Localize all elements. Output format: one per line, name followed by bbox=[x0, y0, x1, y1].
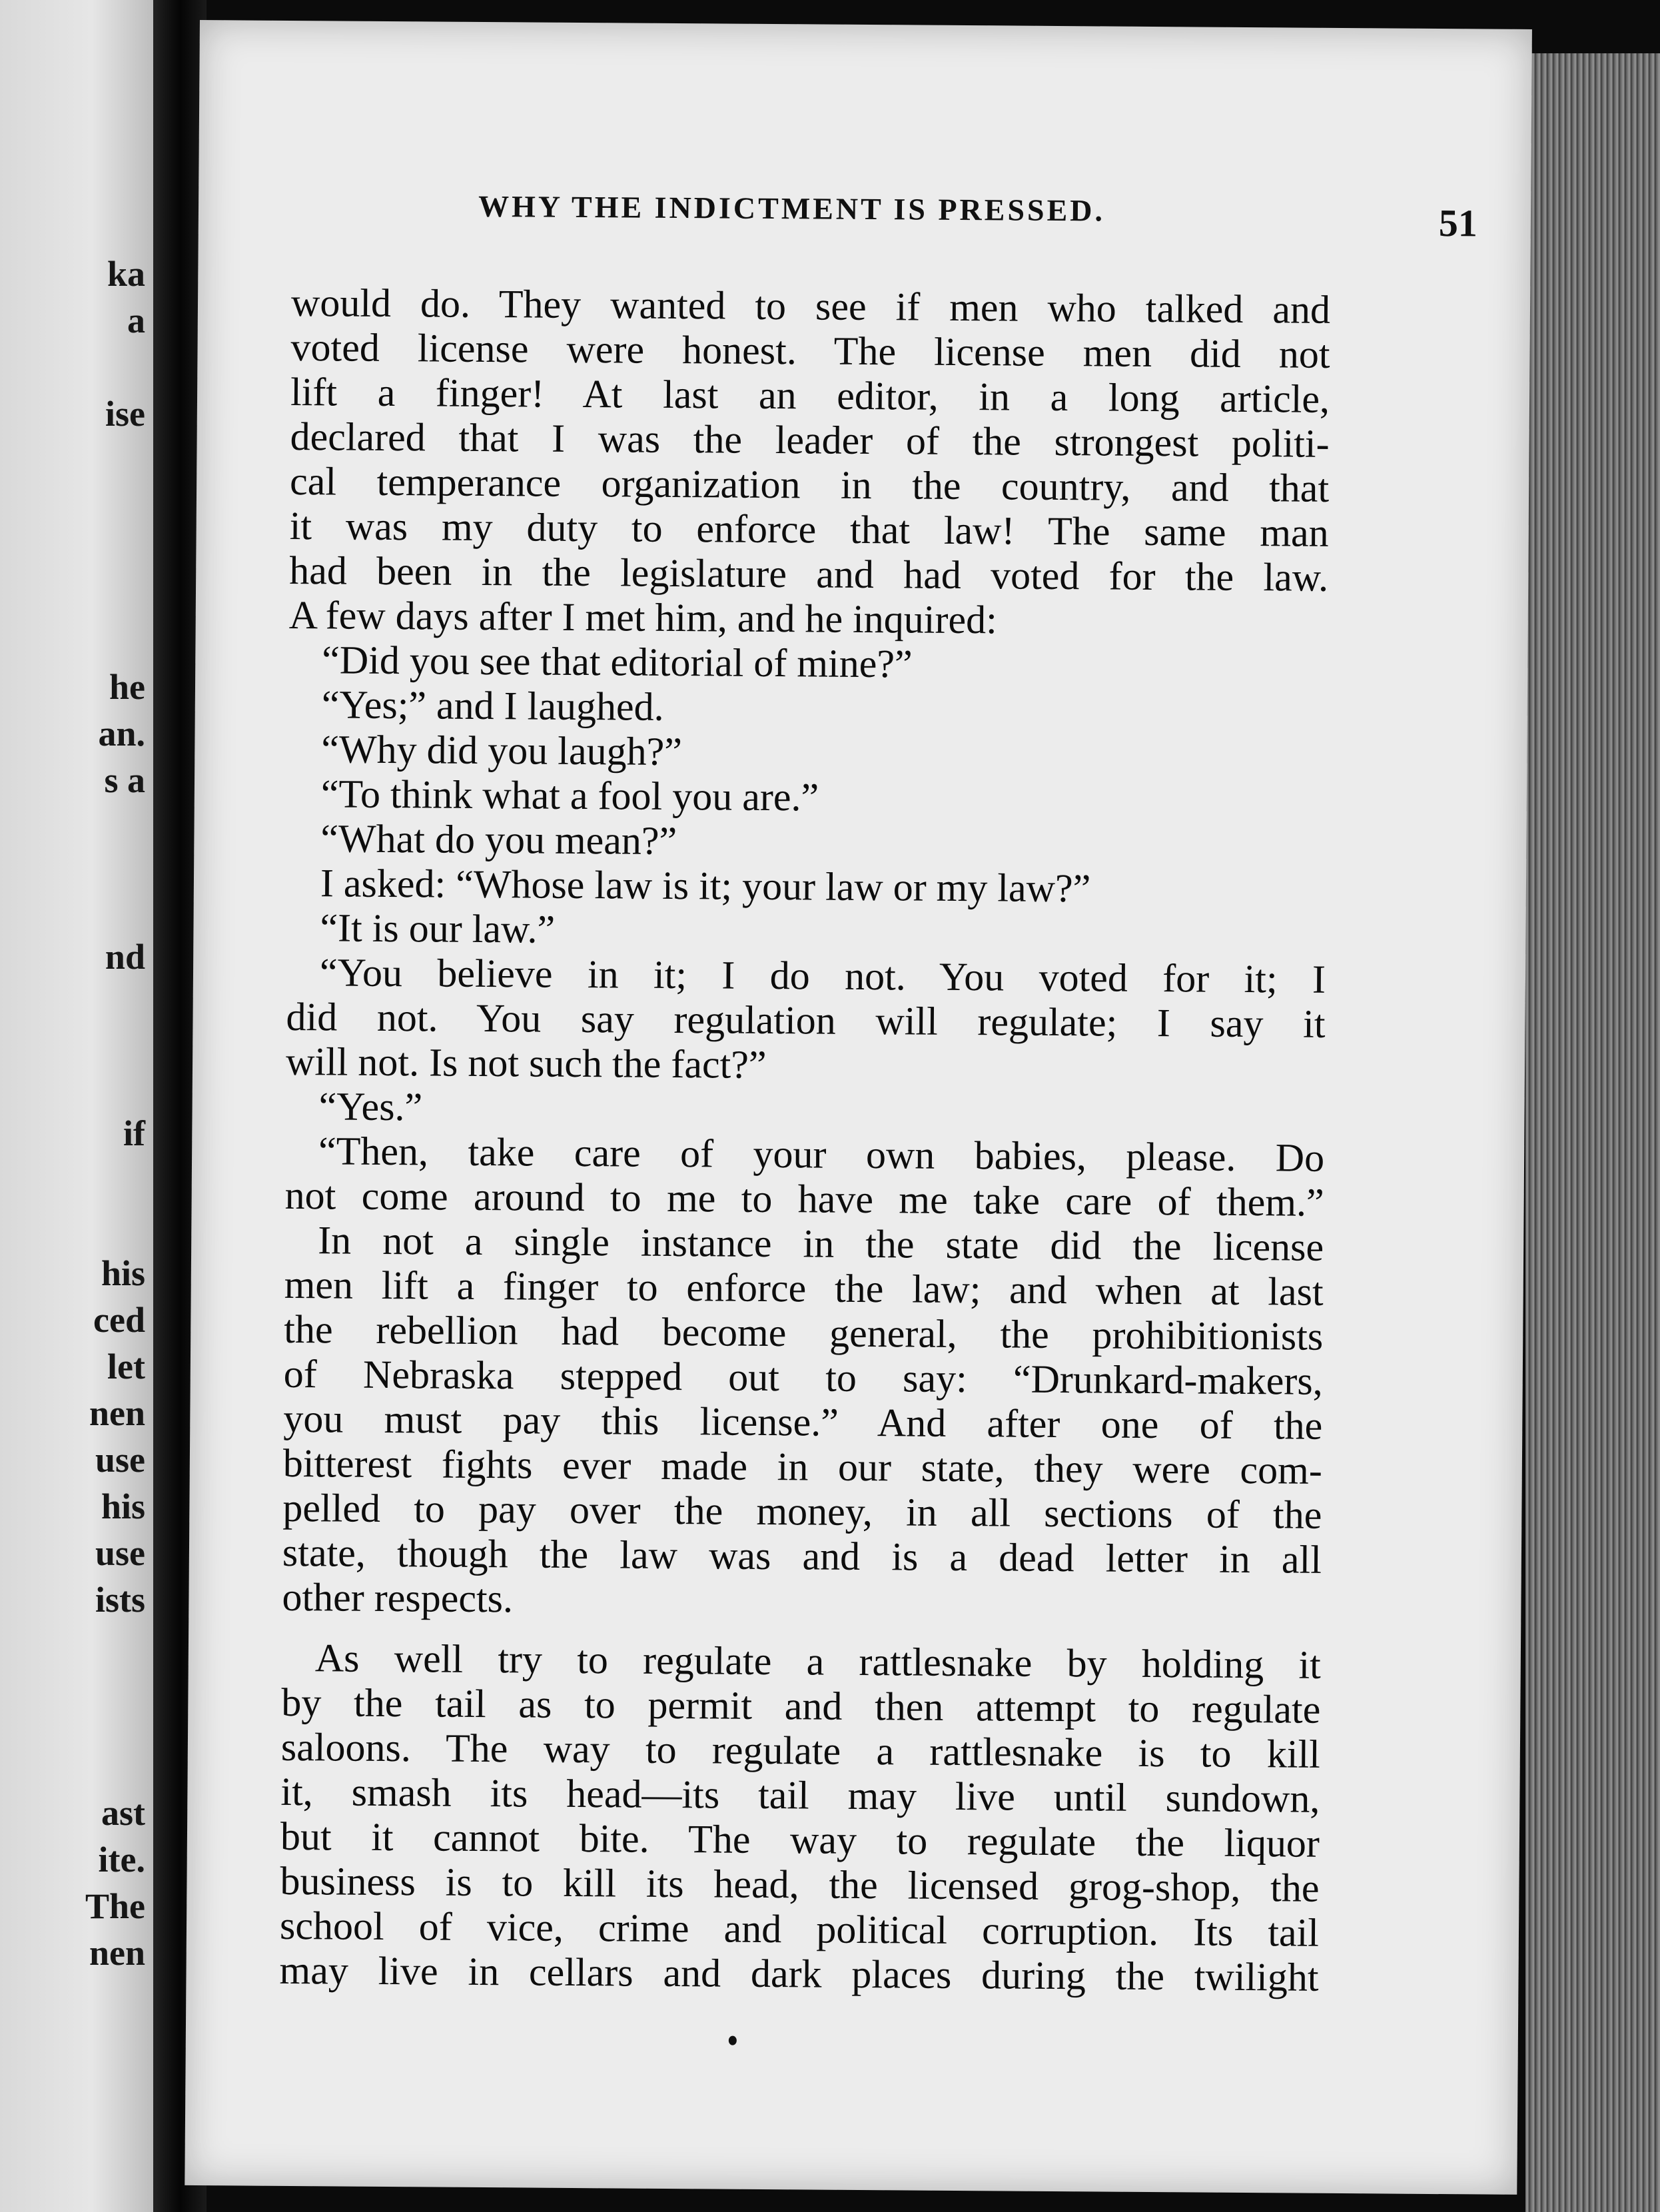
left-page-line: he bbox=[109, 667, 145, 707]
text-line: will not. Is not such the fact?” bbox=[285, 1039, 767, 1087]
text-line: may live in cellars and dark places during the twilight bbox=[279, 1947, 1319, 1999]
left-page-line: nd bbox=[105, 937, 145, 977]
text-line: declared that I was the leader of the strongest politi- bbox=[290, 414, 1330, 466]
text-line: you must pay this license.” And after one of the bbox=[283, 1396, 1323, 1448]
text-line: but it cannot bite. The way to regulate the liquor bbox=[280, 1814, 1320, 1866]
left-page-line: ise bbox=[105, 394, 145, 434]
text-line: In not a single instance in the state did the license bbox=[317, 1218, 1324, 1269]
text-line: not come around to me to have me take care of them.” bbox=[284, 1173, 1324, 1225]
body-text bbox=[279, 280, 1330, 2000]
text-line: “To think what a fool you are.” bbox=[320, 772, 819, 820]
text-line: men lift a finger to enforce the law; and when at last bbox=[284, 1262, 1324, 1314]
left-page-line: s a bbox=[104, 760, 145, 800]
left-page-line: ists bbox=[95, 1580, 145, 1620]
text-line: “What do you mean?” bbox=[320, 816, 677, 863]
text-line: “It is our law.” bbox=[320, 905, 556, 951]
text-line: it was my duty to enforce that law! The same man bbox=[289, 503, 1329, 555]
left-page-line: let bbox=[107, 1347, 145, 1386]
text-line: would do. They wanted to see if men who talked and bbox=[290, 280, 1331, 332]
text-line: state, though the law was and is a dead letter in all bbox=[282, 1530, 1322, 1582]
ink-speck bbox=[729, 2036, 737, 2045]
text-line: bitterest fights ever made in our state, they were com- bbox=[282, 1440, 1323, 1492]
text-line: of Nebraska stepped out to say: “Drunkard-makers, bbox=[283, 1351, 1324, 1403]
text-line: “Yes;” and I laughed. bbox=[321, 682, 664, 729]
text-line: it, smash its head—its tail may live until sundown, bbox=[280, 1769, 1320, 1821]
text-line: by the tail as to permit and then attempt to regulate bbox=[281, 1680, 1321, 1732]
text-line: I asked: “Whose law is it; your law or my law?” bbox=[320, 861, 1091, 911]
left-page-line: his bbox=[101, 1253, 145, 1293]
running-header bbox=[478, 189, 1478, 245]
left-page-line: use bbox=[95, 1533, 145, 1573]
text-line: saloons. The way to regulate a rattlesnake is to kill bbox=[280, 1724, 1321, 1776]
left-page-line: his bbox=[101, 1486, 145, 1526]
text-line: school of vice, crime and political corruption. Its tail bbox=[279, 1903, 1320, 1955]
text-line: “You believe in it; I do not. You voted for it; I bbox=[319, 950, 1326, 1001]
left-page-line: if bbox=[123, 1113, 145, 1153]
left-facing-page bbox=[0, 0, 153, 2212]
text-line: did not. You say regulation will regulate; I say it bbox=[286, 994, 1326, 1046]
text-line: pelled to pay over the money, in all sections of the bbox=[282, 1485, 1322, 1537]
left-page-line: an. bbox=[98, 714, 145, 754]
text-line: business is to kill its head, the licensed grog-shop, the bbox=[280, 1858, 1320, 1910]
text-line: cal temperance organization in the country, and that bbox=[289, 458, 1330, 510]
text-line: had been in the legislature and had voted for the law. bbox=[289, 548, 1329, 600]
left-page-line: a bbox=[127, 300, 145, 340]
page-number: 51 bbox=[1438, 201, 1478, 245]
book-page bbox=[185, 20, 1532, 2195]
text-line: lift a finger! At last an editor, in a long article, bbox=[290, 369, 1330, 421]
text-line: voted license were honest. The license men did not bbox=[290, 324, 1330, 376]
left-page-line: The bbox=[85, 1886, 145, 1926]
left-page-line: nen bbox=[89, 1933, 145, 1973]
text-line: A few days after I met him, and he inquired: bbox=[288, 592, 997, 642]
text-line: “Why did you laugh?” bbox=[321, 727, 683, 774]
left-page-line: use bbox=[95, 1440, 145, 1480]
text-line: As well try to regulate a rattlesnake by holding it bbox=[314, 1636, 1322, 1687]
text-line: other respects. bbox=[282, 1574, 514, 1621]
left-page-line: ka bbox=[107, 254, 145, 294]
left-page-line: ced bbox=[93, 1300, 145, 1340]
page-edges bbox=[1525, 53, 1660, 2212]
left-page-line: nen bbox=[89, 1393, 145, 1433]
text-line: the rebellion had become general, the prohibitionists bbox=[284, 1307, 1324, 1359]
left-page-line: ast bbox=[101, 1793, 145, 1833]
running-title: WHY THE INDICTMENT IS PRESSED. bbox=[478, 189, 1106, 228]
text-line: “Then, take care of your own babies, please. Do bbox=[318, 1129, 1325, 1180]
left-page-line: ite. bbox=[98, 1840, 145, 1880]
text-line: “Did you see that editorial of mine?” bbox=[322, 638, 913, 686]
text-line: “Yes.” bbox=[318, 1084, 423, 1129]
